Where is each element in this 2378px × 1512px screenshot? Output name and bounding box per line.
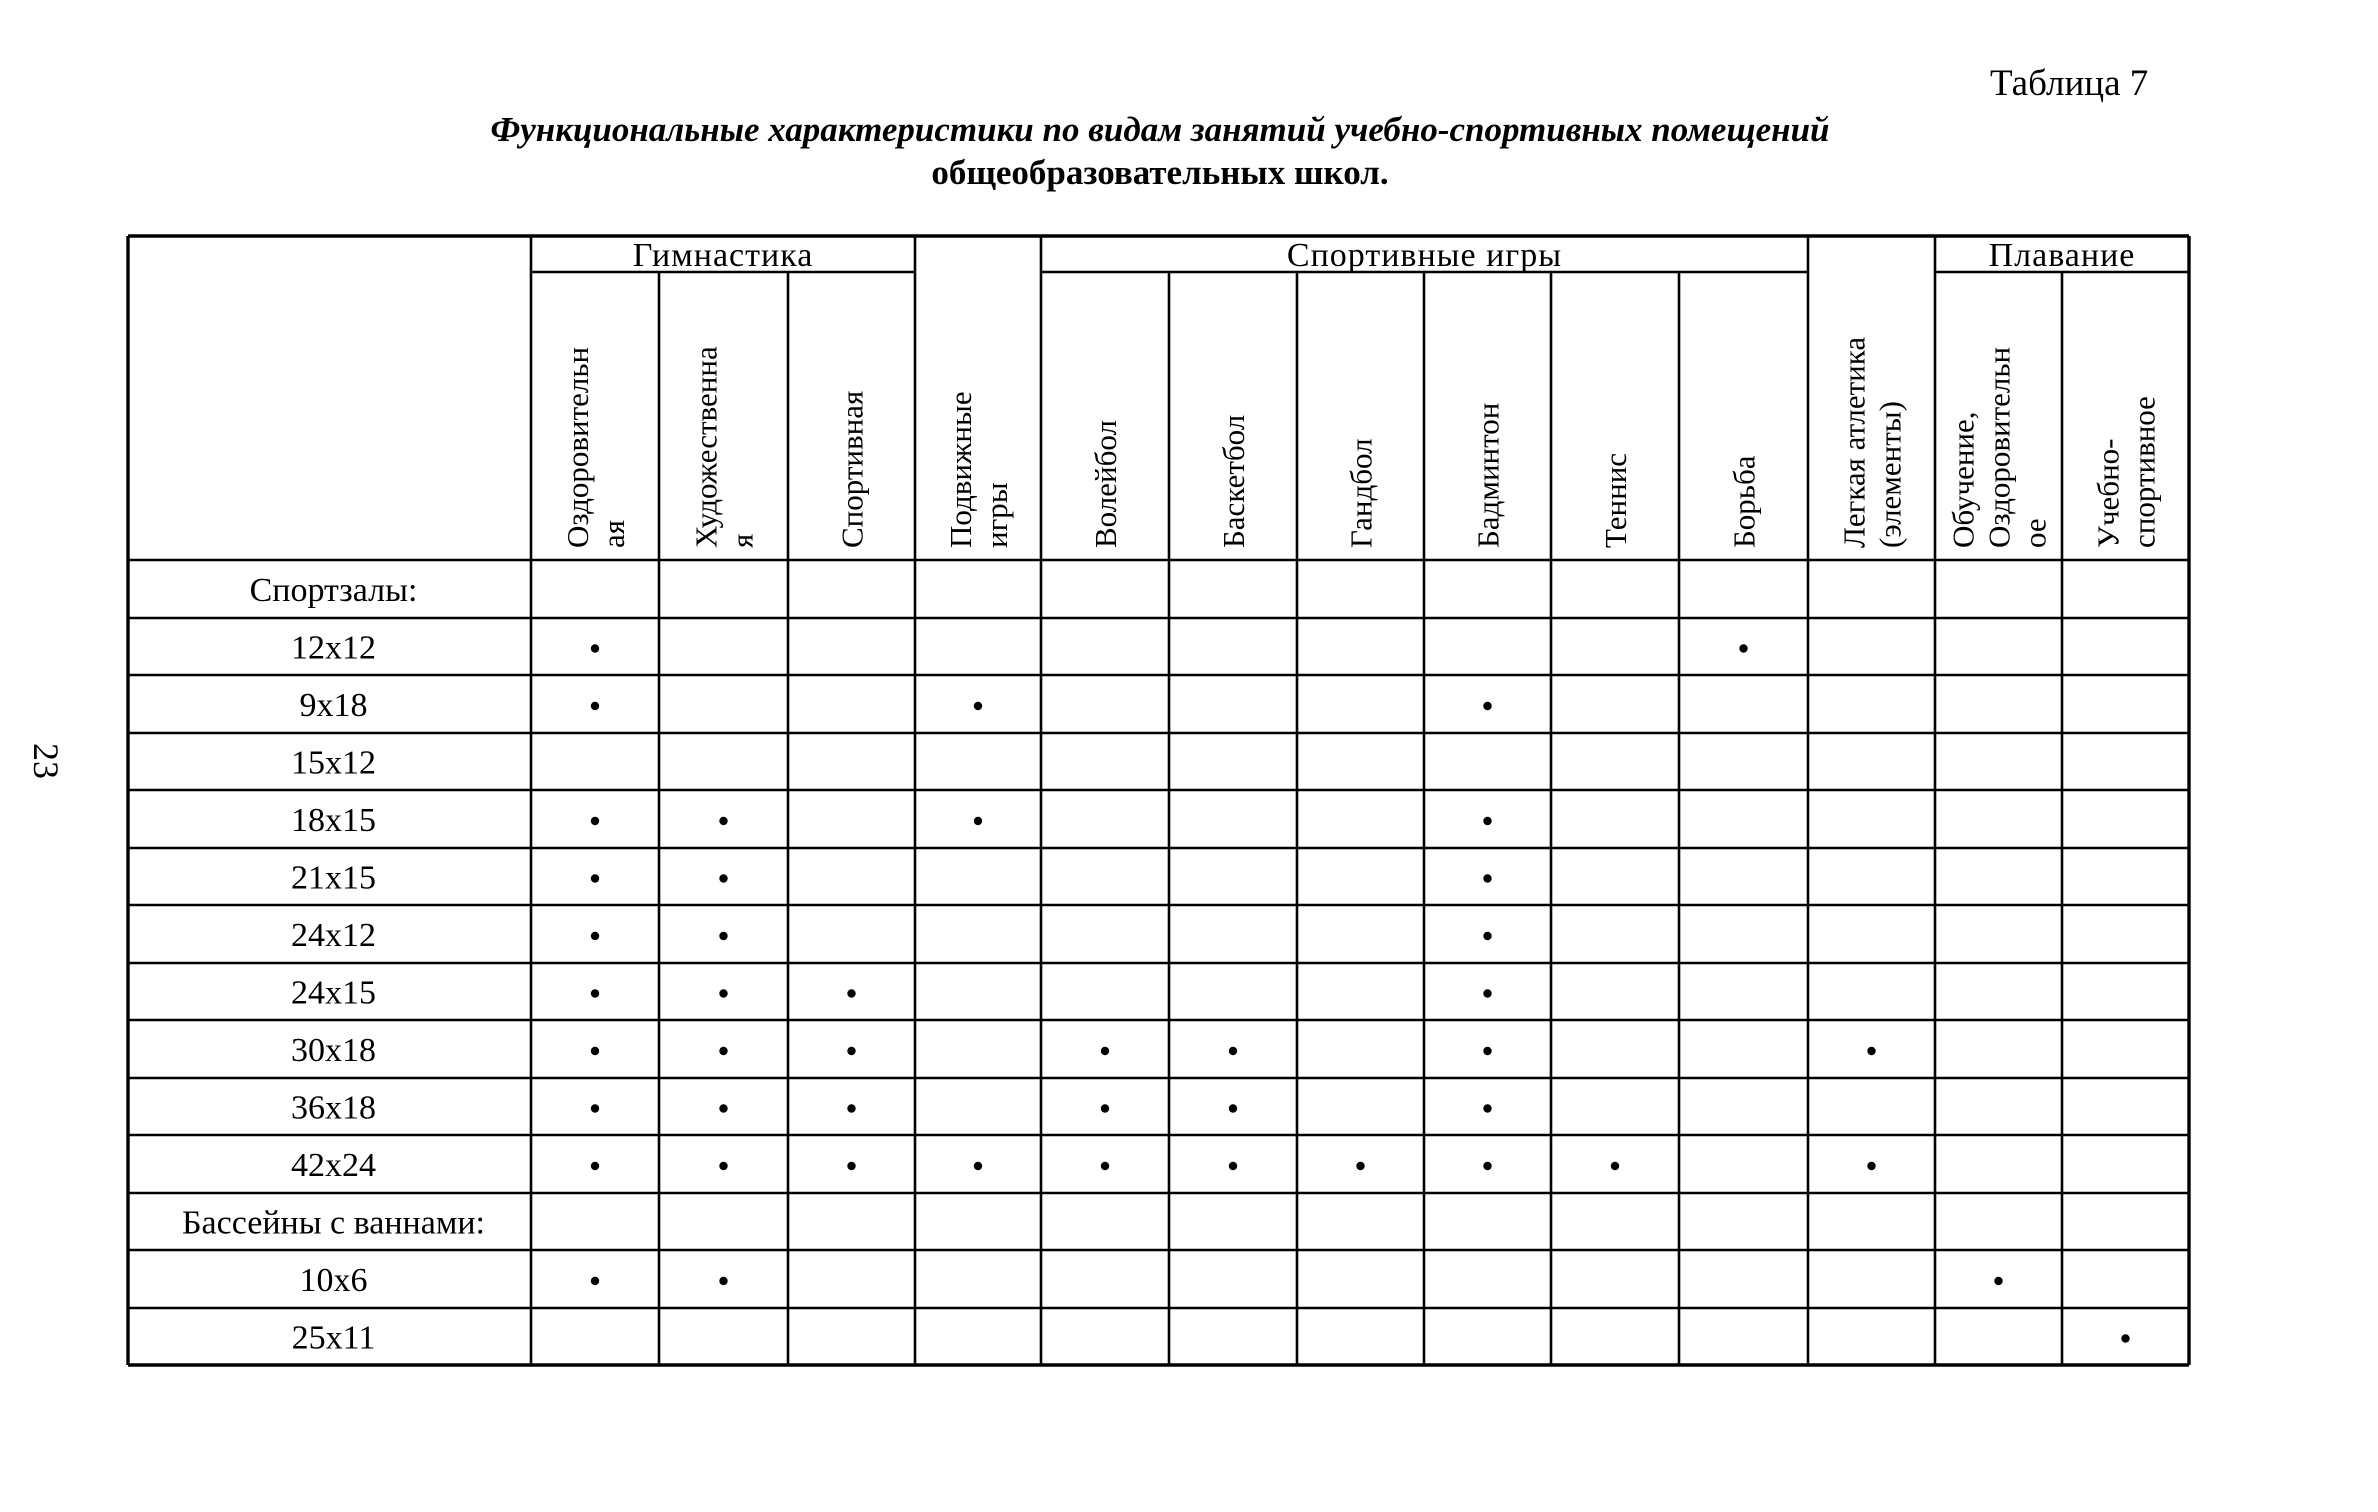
column-header-1-line-0: Художественна [688,346,724,548]
bullet-mark [974,817,982,825]
bullet-mark [1994,1277,2002,1285]
column-header-11-line-2: ое [2017,518,2053,548]
column-header-9-line-0: Борьба [1726,455,1762,548]
column-header-8-line-0: Теннис [1598,452,1633,548]
bullet-mark [591,989,599,997]
column-header-3-line-1: игры [979,482,1014,548]
column-header-1-line-1: я [724,533,760,548]
row-label: 25x11 [291,1319,376,1357]
row-label: 18x15 [291,802,376,839]
bullet-mark [1483,817,1491,825]
bullet-mark [1483,1104,1491,1112]
column-header-12-line-0: Учебно- [2090,438,2126,548]
group-header-sport-games: Спортивные игры [1286,237,1563,274]
bullet-mark [591,817,599,825]
title-line-1: Функциональные характеристики по видам занятий учебно-спортивных помещений [490,110,1830,149]
page-number: 23 [26,743,66,779]
bullet-mark [1229,1162,1237,1170]
bullet-mark [1611,1162,1619,1170]
bullet-mark [1739,644,1747,652]
bullet-mark [591,932,599,940]
bullet-mark [1101,1047,1109,1055]
section-label: Бассейны с ваннами: [182,1204,485,1242]
column-header-5-line-0: Баскетбол [1216,414,1251,548]
bullet-mark [591,644,599,652]
bullet-mark [591,702,599,710]
bullet-mark [847,1104,855,1112]
bullet-mark [974,702,982,710]
bullet-mark [719,817,727,825]
bullet-mark [591,1047,599,1055]
bullet-mark [719,932,727,940]
column-header-10-line-1: (элементы) [1872,401,1908,548]
column-header-10-line-0: Легкая атлетика [1836,336,1872,548]
column-header-0-line-1: ая [596,519,631,548]
bullet-mark [847,989,855,997]
column-header-11-line-0: Обучение, [1945,411,1981,548]
bullet-mark [2121,1334,2129,1342]
bullet-mark [719,1047,727,1055]
group-header-gymnastics: Гимнастика [632,237,814,274]
group-header-swimming: Плавание [1988,237,2136,274]
row-label: 24x12 [291,917,376,954]
table-number-label: Таблица 7 [1990,63,2149,104]
bullet-mark [591,1104,599,1112]
row-label: 24x15 [291,974,376,1012]
bullet-mark [719,874,727,882]
row-label: 36x18 [291,1089,376,1127]
bullet-mark [1483,874,1491,882]
bullet-mark [719,1277,727,1285]
bullet-mark [591,1277,599,1285]
row-label: 21x15 [291,859,376,897]
bullet-mark [1867,1047,1875,1055]
bullet-mark [719,1104,727,1112]
bullet-mark [974,1162,982,1170]
bullet-mark [1483,989,1491,997]
row-label: 12x12 [291,629,376,667]
bullet-mark [1483,1047,1491,1055]
column-header-0-line-0: Оздоровительн [560,346,595,548]
section-label: Спортзалы: [249,572,418,609]
bullet-mark [1867,1162,1875,1170]
bullet-mark [719,1162,727,1170]
bullet-mark [719,989,727,997]
column-header-12-line-1: спортивное [2126,396,2162,548]
bullet-mark [847,1162,855,1170]
bullet-mark [1483,932,1491,940]
bullet-mark [1483,702,1491,710]
row-label: 30x18 [291,1032,376,1069]
row-label: 10x6 [299,1262,368,1299]
title-line-2: общеобразовательных школ. [931,153,1389,192]
bullet-mark [591,874,599,882]
column-header-7-line-0: Бадминтон [1470,402,1506,548]
bullet-mark [1101,1162,1109,1170]
column-header-2-line-0: Спортивная [834,390,870,548]
row-label: 15x12 [291,744,376,782]
row-label: 42x24 [291,1147,376,1184]
bullet-mark [1356,1162,1364,1170]
column-header-4-line-0: Волейбол [1088,420,1123,548]
column-header-6-line-0: Гандбол [1343,438,1379,548]
bullet-mark [591,1162,599,1170]
bullet-mark [1229,1047,1237,1055]
bullet-mark [847,1047,855,1055]
row-label: 9x18 [299,687,368,724]
column-header-3-line-0: Подвижные [943,391,978,548]
bullet-mark [1229,1104,1237,1112]
bullet-mark [1483,1162,1491,1170]
column-header-11-line-1: Оздоровительн [1981,346,2017,548]
bullet-mark [1101,1104,1109,1112]
